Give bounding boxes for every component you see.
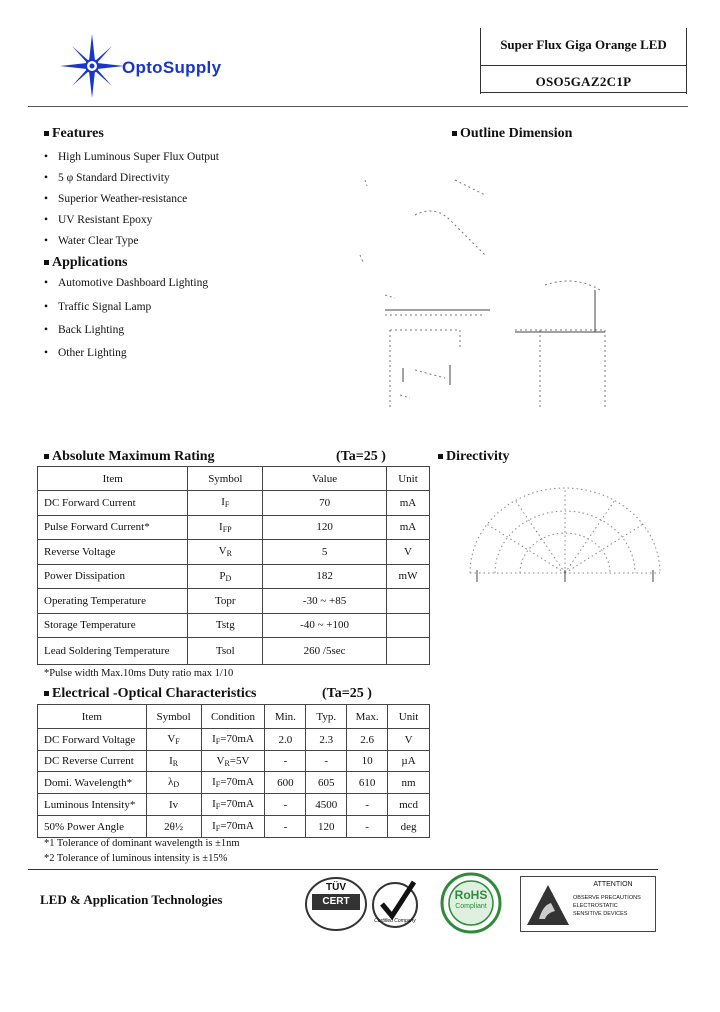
outline-drawing [355, 150, 675, 420]
table-row: Power Dissipation $P_D$ 182 mW [38, 564, 430, 589]
header-divider [28, 106, 688, 107]
table-row: Reverse Voltage $V_R$ 5 V [38, 540, 430, 565]
table-row: Pulse Forward Current* $I_{FP}$ 120 mA [38, 515, 430, 540]
applications-heading: Applications [44, 255, 127, 271]
eo-table [37, 704, 430, 838]
eo-condition: (Ta=25 ) [322, 686, 372, 701]
table-row: DC Forward Voltage $V_F$ $I_F=70mA$ 2.0 2.3 2.6 V [38, 729, 430, 751]
abs-max-note: *Pulse width Max.10ms Duty ratio max 1/10 [44, 668, 234, 679]
application-item: • Automotive Dashboard Lighting [44, 277, 209, 289]
table-row: Domi. Wavelength* $\lambda_D$ $I_F=70mA$ 600 605 610 nm [38, 772, 430, 794]
col-header: Item [38, 467, 188, 491]
certified-company-badge: Certified Company [370, 876, 420, 930]
outline-heading: Outline Dimension [452, 126, 572, 142]
tuv-cert-badge: TÜV CERT [304, 876, 368, 932]
eo-heading: Electrical -Optical Characteristics [44, 686, 256, 702]
application-item: • Traffic Signal Lamp [44, 301, 152, 313]
directivity-chart [455, 478, 675, 588]
abs-max-table [37, 466, 430, 665]
feature-item: • 5 φ Standard Directivity [44, 172, 170, 184]
table-row: Operating Temperature Topr -30 ~ +85 [38, 589, 430, 614]
table-row: Lead Soldering Temperature Tsol 260 /5sec [38, 638, 430, 665]
part-number: OSO5GAZ2C1P [481, 74, 686, 93]
esd-attention-badge: ATTENTION OBSERVE PRECAUTIONS ELECTROSTATIC SENSITIVE DEVICES [520, 876, 656, 932]
rohs-badge: RoHS Compliant [437, 872, 505, 934]
footer-divider [28, 869, 658, 870]
product-title: Super Flux Giga Orange LED [500, 37, 667, 52]
col-header: Unit [386, 467, 429, 491]
col-header: Symbol [188, 467, 263, 491]
directivity-heading: Directivity [438, 449, 510, 465]
feature-item: • Water Clear Type [44, 235, 139, 247]
table-row: Luminous Intensity* Iv $I_F=70mA$ - 4500 - mcd [38, 794, 430, 816]
features-heading: Features [44, 126, 104, 142]
abs-max-condition: (Ta=25 ) [336, 449, 386, 464]
table-row: DC Reverse Current $I_R$ $V_R=5V$ - - 10 µA [38, 751, 430, 772]
table-row: DC Forward Current $I_F$ 70 mA [38, 491, 430, 516]
feature-item: • High Luminous Super Flux Output [44, 151, 220, 163]
brand-name: OptoSupply [122, 58, 222, 77]
optosupply-logo-icon [60, 34, 124, 98]
table-row: Storage Temperature Tstg -40 ~ +100 [38, 613, 430, 638]
abs-max-heading: Absolute Maximum Rating [44, 449, 215, 465]
table-row: 50% Power Angle 2θ½ $I_F=70mA$ - 120 - deg [38, 816, 430, 838]
table-header-row [38, 467, 430, 491]
company-line: LED & Application Technologies [40, 892, 223, 907]
eo-note: *1 Tolerance of dominant wavelength is ±1nm [44, 838, 240, 849]
col-header: Value [263, 467, 387, 491]
feature-item: • UV Resistant Epoxy [44, 214, 153, 226]
eo-note: *2 Tolerance of luminous intensity is ±15% [44, 853, 228, 864]
table-header-row: Item Symbol Condition Min. Typ. Max. Unit [38, 705, 430, 729]
feature-item: • Superior Weather-resistance [44, 193, 188, 205]
title-box [480, 28, 687, 94]
application-item: • Back Lighting [44, 324, 125, 336]
application-item: • Other Lighting [44, 347, 127, 359]
